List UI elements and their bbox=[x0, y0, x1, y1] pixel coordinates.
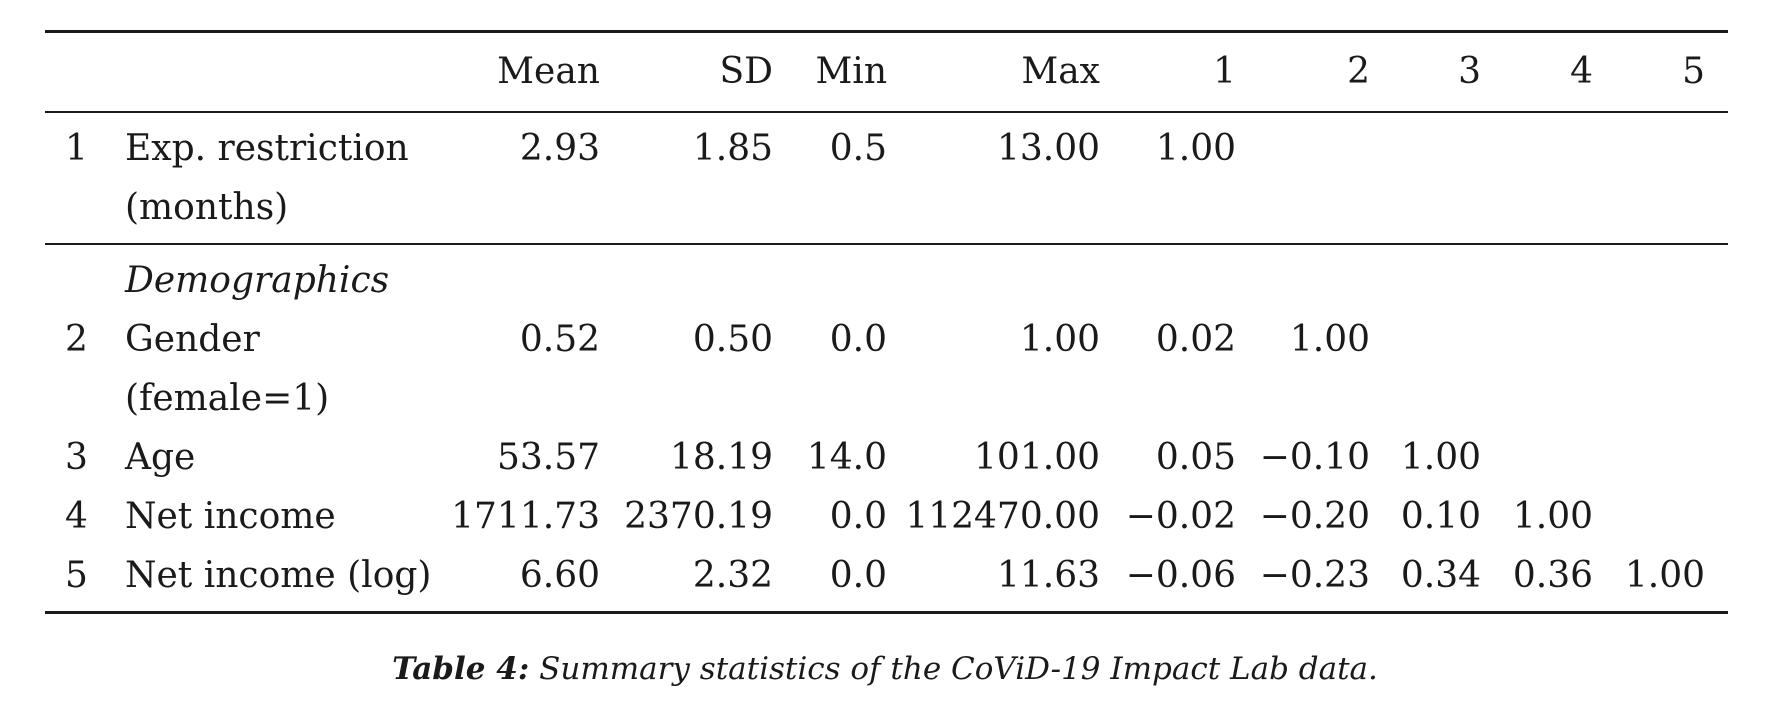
cell-max: 112470.00 bbox=[905, 496, 1100, 537]
cell-max: 101.00 bbox=[974, 437, 1100, 478]
table-row bbox=[45, 428, 1728, 487]
cell-sd: 2370.19 bbox=[624, 496, 773, 537]
cell-max: 1.00 bbox=[1019, 319, 1100, 360]
table-row bbox=[45, 546, 1728, 605]
cell-col-1: −0.06 bbox=[1125, 555, 1236, 596]
cell-min: 14.0 bbox=[806, 437, 887, 478]
header-mean: Mean bbox=[497, 51, 600, 92]
cell-mean: 0.52 bbox=[519, 319, 600, 360]
cell-col-1: 0.05 bbox=[1155, 437, 1236, 478]
cell-sd: 2.32 bbox=[692, 555, 773, 596]
section-label-row bbox=[45, 251, 1728, 310]
table-caption bbox=[0, 651, 1770, 687]
header-row bbox=[45, 33, 1728, 111]
cell-min: 0.0 bbox=[829, 555, 887, 596]
caption-text: Summary statistics of the CoViD-19 Impact Lab data. bbox=[529, 651, 1378, 687]
cell-col-5: 1.00 bbox=[1624, 555, 1705, 596]
row-label: Gender bbox=[125, 319, 260, 360]
table-row bbox=[45, 487, 1728, 546]
table-row-continuation bbox=[45, 178, 1728, 237]
row-label: Age bbox=[125, 437, 196, 478]
header-col-5: 5 bbox=[1682, 51, 1705, 92]
summary-statistics-table bbox=[45, 30, 1728, 614]
cell-max: 11.63 bbox=[996, 555, 1100, 596]
row-index: 5 bbox=[65, 555, 88, 596]
cell-col-2: −0.23 bbox=[1259, 555, 1370, 596]
header-sd: SD bbox=[719, 51, 773, 92]
section-label: Demographics bbox=[125, 260, 390, 301]
cell-sd: 0.50 bbox=[692, 319, 773, 360]
header-col-4: 4 bbox=[1570, 51, 1593, 92]
header-col-3: 3 bbox=[1458, 51, 1481, 92]
bottom-rule bbox=[45, 611, 1728, 614]
table-row bbox=[45, 310, 1728, 369]
cell-mean: 2.93 bbox=[519, 128, 600, 169]
row-label: Net income bbox=[125, 496, 336, 537]
cell-sd: 1.85 bbox=[692, 128, 773, 169]
cell-mean: 6.60 bbox=[519, 555, 600, 596]
row-index: 3 bbox=[65, 437, 88, 478]
cell-col-4: 0.36 bbox=[1512, 555, 1593, 596]
header-col-1: 1 bbox=[1213, 51, 1236, 92]
cell-mean: 53.57 bbox=[496, 437, 600, 478]
cell-col-2: 1.00 bbox=[1289, 319, 1370, 360]
cell-min: 0.0 bbox=[829, 319, 887, 360]
table-row-continuation bbox=[45, 369, 1728, 428]
cell-mean: 1711.73 bbox=[451, 496, 600, 537]
row-label-continuation: (months) bbox=[125, 187, 289, 228]
row-label-continuation: (female=1) bbox=[125, 378, 330, 419]
row-index: 4 bbox=[65, 496, 88, 537]
cell-min: 0.5 bbox=[829, 128, 887, 169]
table-row bbox=[45, 119, 1728, 178]
cell-col-3: 1.00 bbox=[1400, 437, 1481, 478]
row-index: 1 bbox=[65, 128, 88, 169]
cell-max: 13.00 bbox=[996, 128, 1100, 169]
cell-col-4: 1.00 bbox=[1512, 496, 1593, 537]
cell-col-2: −0.20 bbox=[1259, 496, 1370, 537]
cell-col-1: −0.02 bbox=[1125, 496, 1236, 537]
row-index: 2 bbox=[65, 319, 88, 360]
cell-col-3: 0.34 bbox=[1400, 555, 1481, 596]
cell-col-1: 0.02 bbox=[1155, 319, 1236, 360]
cell-min: 0.0 bbox=[829, 496, 887, 537]
cell-col-3: 0.10 bbox=[1400, 496, 1481, 537]
header-col-2: 2 bbox=[1347, 51, 1370, 92]
row-label: Net income (log) bbox=[125, 555, 432, 596]
cell-sd: 18.19 bbox=[669, 437, 773, 478]
row-label: Exp. restriction bbox=[125, 128, 409, 169]
cell-col-2: −0.10 bbox=[1259, 437, 1370, 478]
cell-col-1: 1.00 bbox=[1155, 128, 1236, 169]
header-max: Max bbox=[1021, 51, 1100, 92]
caption-lead: Table 4: bbox=[392, 651, 530, 687]
header-min: Min bbox=[815, 51, 887, 92]
